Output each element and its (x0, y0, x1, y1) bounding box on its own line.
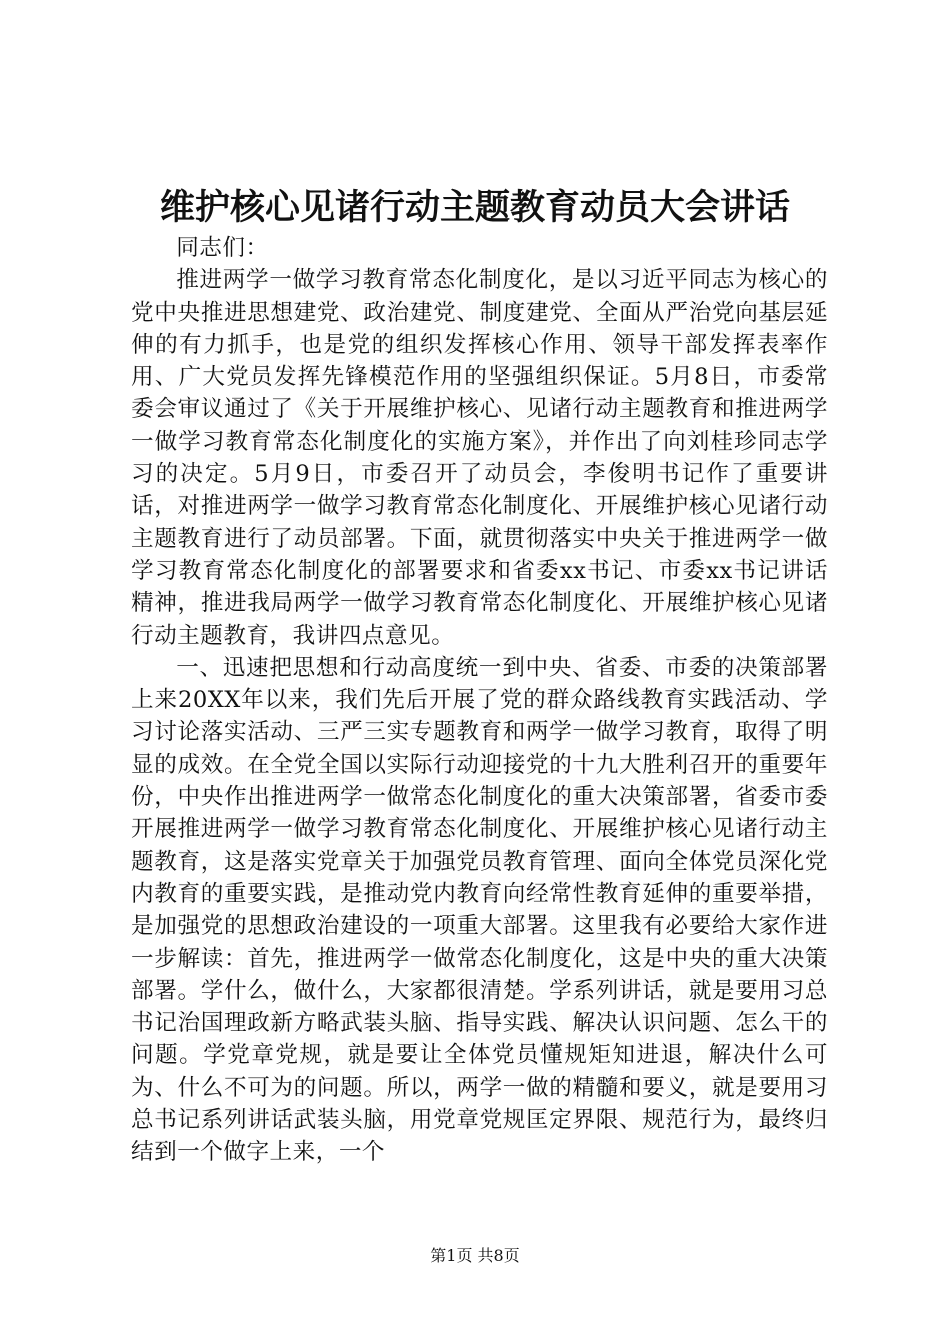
document-body (131, 232, 828, 1169)
paragraph-section-one: 一、迅速把思想和行动高度统一到中央、省委、市委的决策部署上来20XX年以来，我们先后开展了党的群众路线教育实践活动、学习讨论落实活动、三严三实专题教育和两学一做学习教育，取得了明显的成效。在全党全国以实际行动迎接党的十九大胜利召开的重要年份，中央作出推进两学一做常态化制度化的重大决策部署，省委市委开展推进两学一做学习教育常态化制度化、开展维护核心见诸行动主题教育，这是落实党章关于加强党员教育管理、面向全体党员深化党内教育的重要实践，是推动党内教育向经常性教育延伸的重要举措，是加强党的思想政治建设的一项重大部署。这里我有必要给大家作进一步解读：首先，推进两学一做常态化制度化，这是中央的重大决策部署。学什么，做什么，大家都很清楚。学系列讲话，就是要用习总书记治国理政新方略武装头脑、指导实践、解决认识问题、怎么干的问题。学党章党规，就是要让全体党员懂规矩知进退，解决什么可为、什么不可为的问题。所以，两学一做的精髓和要义，就是要用习总书记系列讲话武装头脑，用党章党规匡定界限、规范行为，最终归结到一个做字上来，一个 (131, 654, 828, 1166)
document-title: 维护核心见诸行动主题教育动员大会讲话 (159, 187, 790, 228)
paragraph-intro: 推进两学一做学习教育常态化制度化，是以习近平同志为核心的党中央推进思想建党、政治建党、制度建党、全面从严治党向基层延伸的有力抓手，也是党的组织发挥核心作用、领导干部发挥表率作用、广大党员发挥先锋模范作用的坚强组织保证。5月8日，市委常委会审议通过了《关于开展维护核心、见诸行动主题教育和推进两学一做学习教育常态化制度化的实施方案》，并作出了向刘桂珍同志学习的决定。5月9日，市委召开了动员会，李俊明书记作了重要讲话，对推进两学一做学习教育常态化制度化、开展维护核心见诸行动主题教育进行了动员部署。下面，就贯彻落实中央关于推进两学一做学习教育常态化制度化的部署要求和省委xx书记、市委xx书记讲话精神，推进我局两学一做学习教育常态化制度化、开展维护核心见诸行动主题教育，我讲四点意见。 (131, 267, 828, 649)
page-number-footer: 第1页 共8页 (430, 1246, 520, 1265)
salutation: 同志们： (176, 235, 269, 261)
